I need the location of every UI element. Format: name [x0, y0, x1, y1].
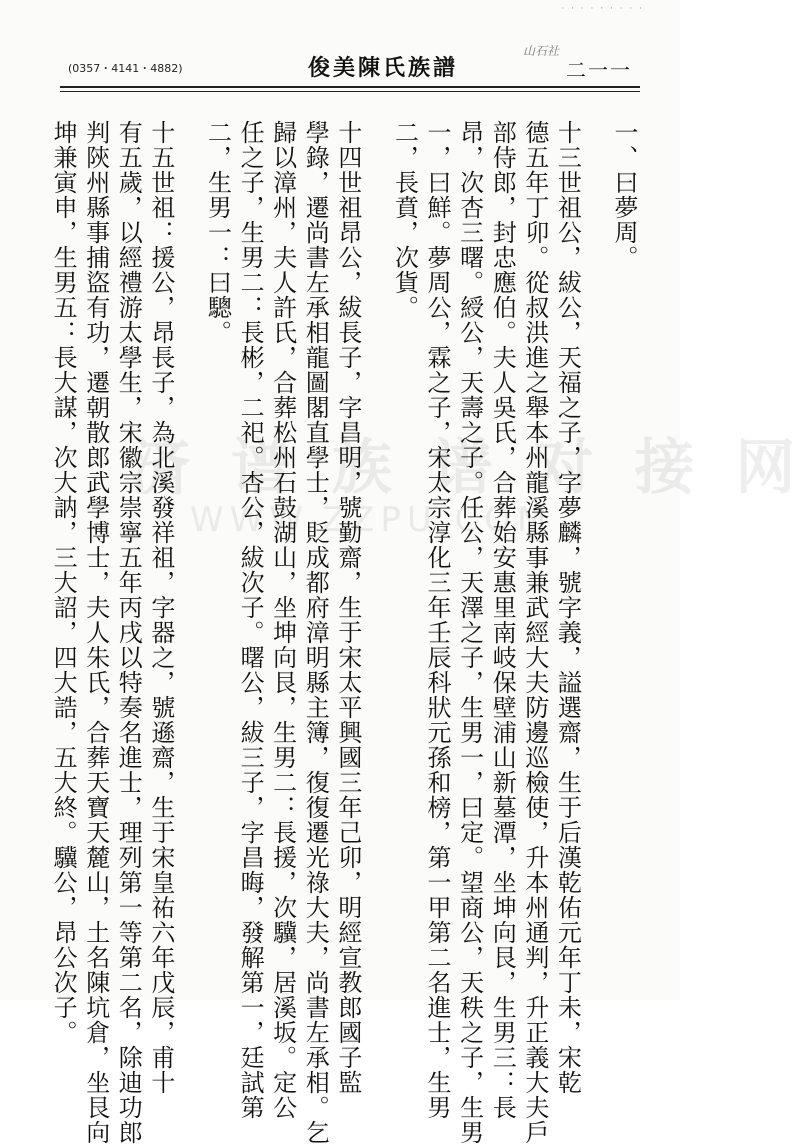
text-column: 一，曰鮮。夢周公，霖之子，宋太宗淳化三年壬辰科狀元孫和榜，第一甲第二名進士，生男: [423, 120, 452, 1120]
book-title: 俊美陳氏族譜: [308, 55, 459, 81]
text-column: 一、曰夢周。: [610, 120, 638, 270]
text-column: 判陝州縣事捕盜有功，遷朝散郎武學博士，夫人朱氏，合葬天寶天麓山，土名陳坑倉，坐艮向: [81, 120, 110, 1145]
text-column: 十五世祖：援公，昂長子，為北溪發祥祖，字器之，號遜齋，生于宋皇祐六年戊辰，甫十: [146, 120, 175, 1095]
scan-noise: · · · · · · · · ·: [561, 4, 644, 14]
text-column: 有五歲，以經禮游太學生，宋徽宗崇寧五年丙戌以特奏名進士，理列第一等第二名，除迪功郎: [114, 120, 143, 1145]
watermark-url: WWW.ZZPU.COM: [190, 500, 553, 540]
genealogy-text: [49, 120, 640, 1145]
text-column: 任之子，生男二：長彬，二祀。杏公，紱次子。曙公，紱三子，字昌晦，發解第一，廷試第: [236, 120, 265, 1120]
page-number: 二一一: [566, 58, 632, 82]
header-rule-thin: [60, 91, 640, 92]
watermark-text: 済 谱 族 谱 对 接 网: [130, 433, 805, 503]
text-column: 二，生男一：曰驄。: [203, 120, 232, 345]
header-rule: [60, 86, 640, 88]
text-column: 十四世祖昂公，紱長子，字昌明，號勤齋，生于宋太平興國三年己卯，明經宣教郎國子監: [333, 120, 362, 1095]
text-column: 昂，次杏三曙。綬公，天壽之子。任公，天澤之子，生男一，曰定。望商公，天秩之子，生男: [455, 120, 484, 1145]
handwritten-stamp: 山石社: [523, 44, 560, 58]
phone-number: (0357・4141・4882): [68, 62, 183, 75]
text-column: 坤兼寅申，生男五：長大謀，次大訥，三大詔，四大誥，五大終。驥公，昂公次子。: [49, 120, 78, 1045]
text-column: 學錄，遷尚書左承相龍圖閣直學士，貶成都府漳明縣主簿，復復遷光祿大夫，尚書左承相。乞: [301, 120, 330, 1145]
text-column: 部侍郎，封忠應伯。夫人吳氏，合葬始安惠里南岐保壁浦山新墓潭，坐坤向艮，生男三：長: [488, 120, 517, 1120]
text-column: 十三世祖公，紱公，天福之子，字夢麟，號字義，謚選齋，生于后漢乾佑元年丁未，宋乾: [553, 120, 582, 1095]
text-column: 德五年丁卯。從叔洪進之舉本州龍溪縣事兼武經大夫防邊巡檢使，升本州通判，升正義大夫戶: [520, 120, 549, 1145]
text-column: 二，長賁，次貨。: [390, 120, 419, 320]
text-column: 歸以漳州，夫人許氏，合葬松州石鼓湖山，坐坤向艮，生男二：長援，次驥，居溪坂。定公: [268, 120, 297, 1120]
